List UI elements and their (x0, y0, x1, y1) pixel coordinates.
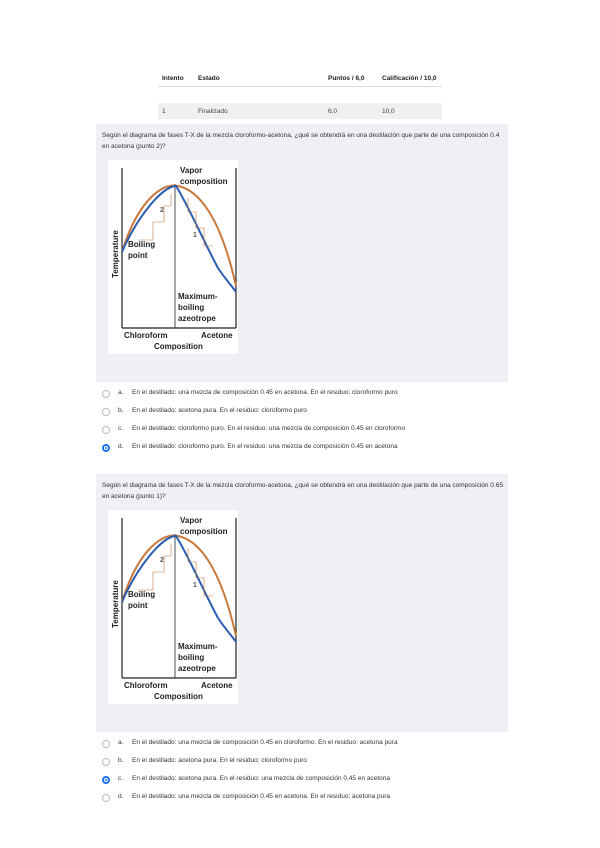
header-estado: Estado (198, 75, 220, 82)
question-2-answers (96, 732, 508, 816)
option-text: En el destilado: una mezcla de composición 0.45 en acetona. En el residuo: acetona pura (132, 793, 391, 800)
header-intento: Intento (162, 75, 184, 82)
option-b[interactable] (102, 756, 502, 770)
x-axis-label: Composition (154, 692, 203, 701)
point-label: point (128, 251, 148, 260)
composition-label: composition (180, 527, 228, 536)
x-axis-label: Composition (154, 342, 203, 351)
cell-intento: 1 (162, 108, 166, 115)
composition-label: composition (180, 177, 228, 186)
option-b[interactable] (102, 406, 502, 420)
boiling-label: Boiling (128, 590, 156, 599)
header-calificacion: Calificación / 10,0 (382, 75, 437, 82)
y-axis-label: Temperature (111, 230, 120, 278)
radio-icon[interactable] (102, 426, 110, 434)
question-1-text: Según el diagrama de fases T-X de la mezcla cloroformo-acetona, ¿qué se obtendrá en una destilación que parte de una composición 0.4 en acetona (punto 2)? (102, 132, 500, 150)
chloroform-label: Chloroform (124, 331, 168, 340)
option-a[interactable] (102, 388, 502, 402)
option-letter: c. (118, 425, 124, 432)
question-1 (96, 124, 508, 472)
y-axis-label: Temperature (111, 580, 120, 628)
phase-diagram-figure-2 (108, 510, 238, 704)
boiling-az-label: boiling (178, 303, 205, 312)
option-c[interactable] (102, 424, 502, 438)
radio-icon[interactable] (102, 390, 110, 398)
radio-icon[interactable] (102, 408, 110, 416)
phase-diagram-figure-1 (108, 160, 238, 354)
liquid-curve (122, 186, 236, 292)
vapor-label: Vapor (180, 516, 203, 525)
option-text: En el destilado: acetona pura. En el residuo: cloroformo puro (132, 407, 307, 414)
option-letter: b. (118, 757, 124, 764)
header-puntos: Puntos / 6,0 (328, 75, 365, 82)
point-2-label: 2 (160, 207, 164, 214)
option-text: En el destilado: una mezcla de composición 0.45 en acetona. En el residuo: cloroformo puro (132, 389, 398, 396)
cell-calificacion: 10,0 (382, 108, 395, 115)
option-a[interactable] (102, 738, 502, 752)
vapor-label: Vapor (180, 166, 203, 175)
cell-estado: Finalizado (198, 108, 228, 115)
option-text: En el destilado: acetona pura. En el residuo: una mezcla de composición 0.45 en acetona (132, 775, 391, 782)
option-text: En el destilado: acetona pura. En el residuo: cloroformo puro (132, 757, 307, 764)
option-text: En el destilado: una mezcla de composición 0.45 en cloroformo. En el residuo: acetona pura (132, 739, 398, 746)
option-letter: a. (118, 389, 124, 396)
point-1-label: 1 (193, 582, 197, 589)
option-text: En el destilado: cloroformo puro. En el residuo: una mezcla de composición 0.45 en acetona (132, 443, 398, 450)
maximum-label: Maximum- (178, 292, 218, 301)
option-letter: c. (118, 775, 124, 782)
option-letter: a. (118, 739, 124, 746)
radio-icon[interactable] (102, 794, 110, 802)
option-d[interactable] (102, 792, 502, 806)
maximum-label: Maximum- (178, 642, 218, 651)
acetone-label: Acetone (201, 681, 233, 690)
phase-diagram-svg (108, 160, 238, 354)
option-c[interactable] (102, 774, 502, 788)
option-letter: d. (118, 443, 124, 450)
acetone-label: Acetone (201, 331, 233, 340)
chloroform-label: Chloroform (124, 681, 168, 690)
tie-lines-right (188, 548, 213, 596)
azeotrope-label: azeotrope (178, 314, 216, 323)
cell-puntos: 6,0 (328, 108, 338, 115)
radio-selected-icon[interactable] (102, 444, 110, 452)
option-letter: b. (118, 407, 124, 414)
boiling-az-label: boiling (178, 653, 205, 662)
question-2 (96, 474, 508, 816)
point-label: point (128, 601, 148, 610)
question-1-answers (96, 382, 508, 472)
azeotrope-label: azeotrope (178, 664, 216, 673)
point-2-label: 2 (160, 557, 164, 564)
point-1-label: 1 (193, 232, 197, 239)
tie-lines-right (188, 198, 213, 246)
boiling-label: Boiling (128, 240, 156, 249)
summary-data-row (158, 103, 442, 119)
radio-icon[interactable] (102, 758, 110, 766)
phase-diagram-svg (108, 510, 238, 704)
option-letter: d. (118, 793, 124, 800)
option-d[interactable] (102, 442, 502, 456)
summary-header-row (158, 70, 442, 87)
liquid-curve (122, 536, 236, 642)
option-text: En el destilado: cloroformo puro. En el residuo: una mezcla de composición 0.45 en cloroformo (132, 425, 406, 432)
attempt-summary-table (158, 70, 442, 119)
radio-selected-icon[interactable] (102, 776, 110, 784)
question-2-text: Según el diagrama de fases T-X de la mezcla cloroformo-acetona, ¿qué se obtendrá en una destilación que parte de una composición 0.65 en acetona (punto 1)? (102, 482, 503, 500)
radio-icon[interactable] (102, 740, 110, 748)
